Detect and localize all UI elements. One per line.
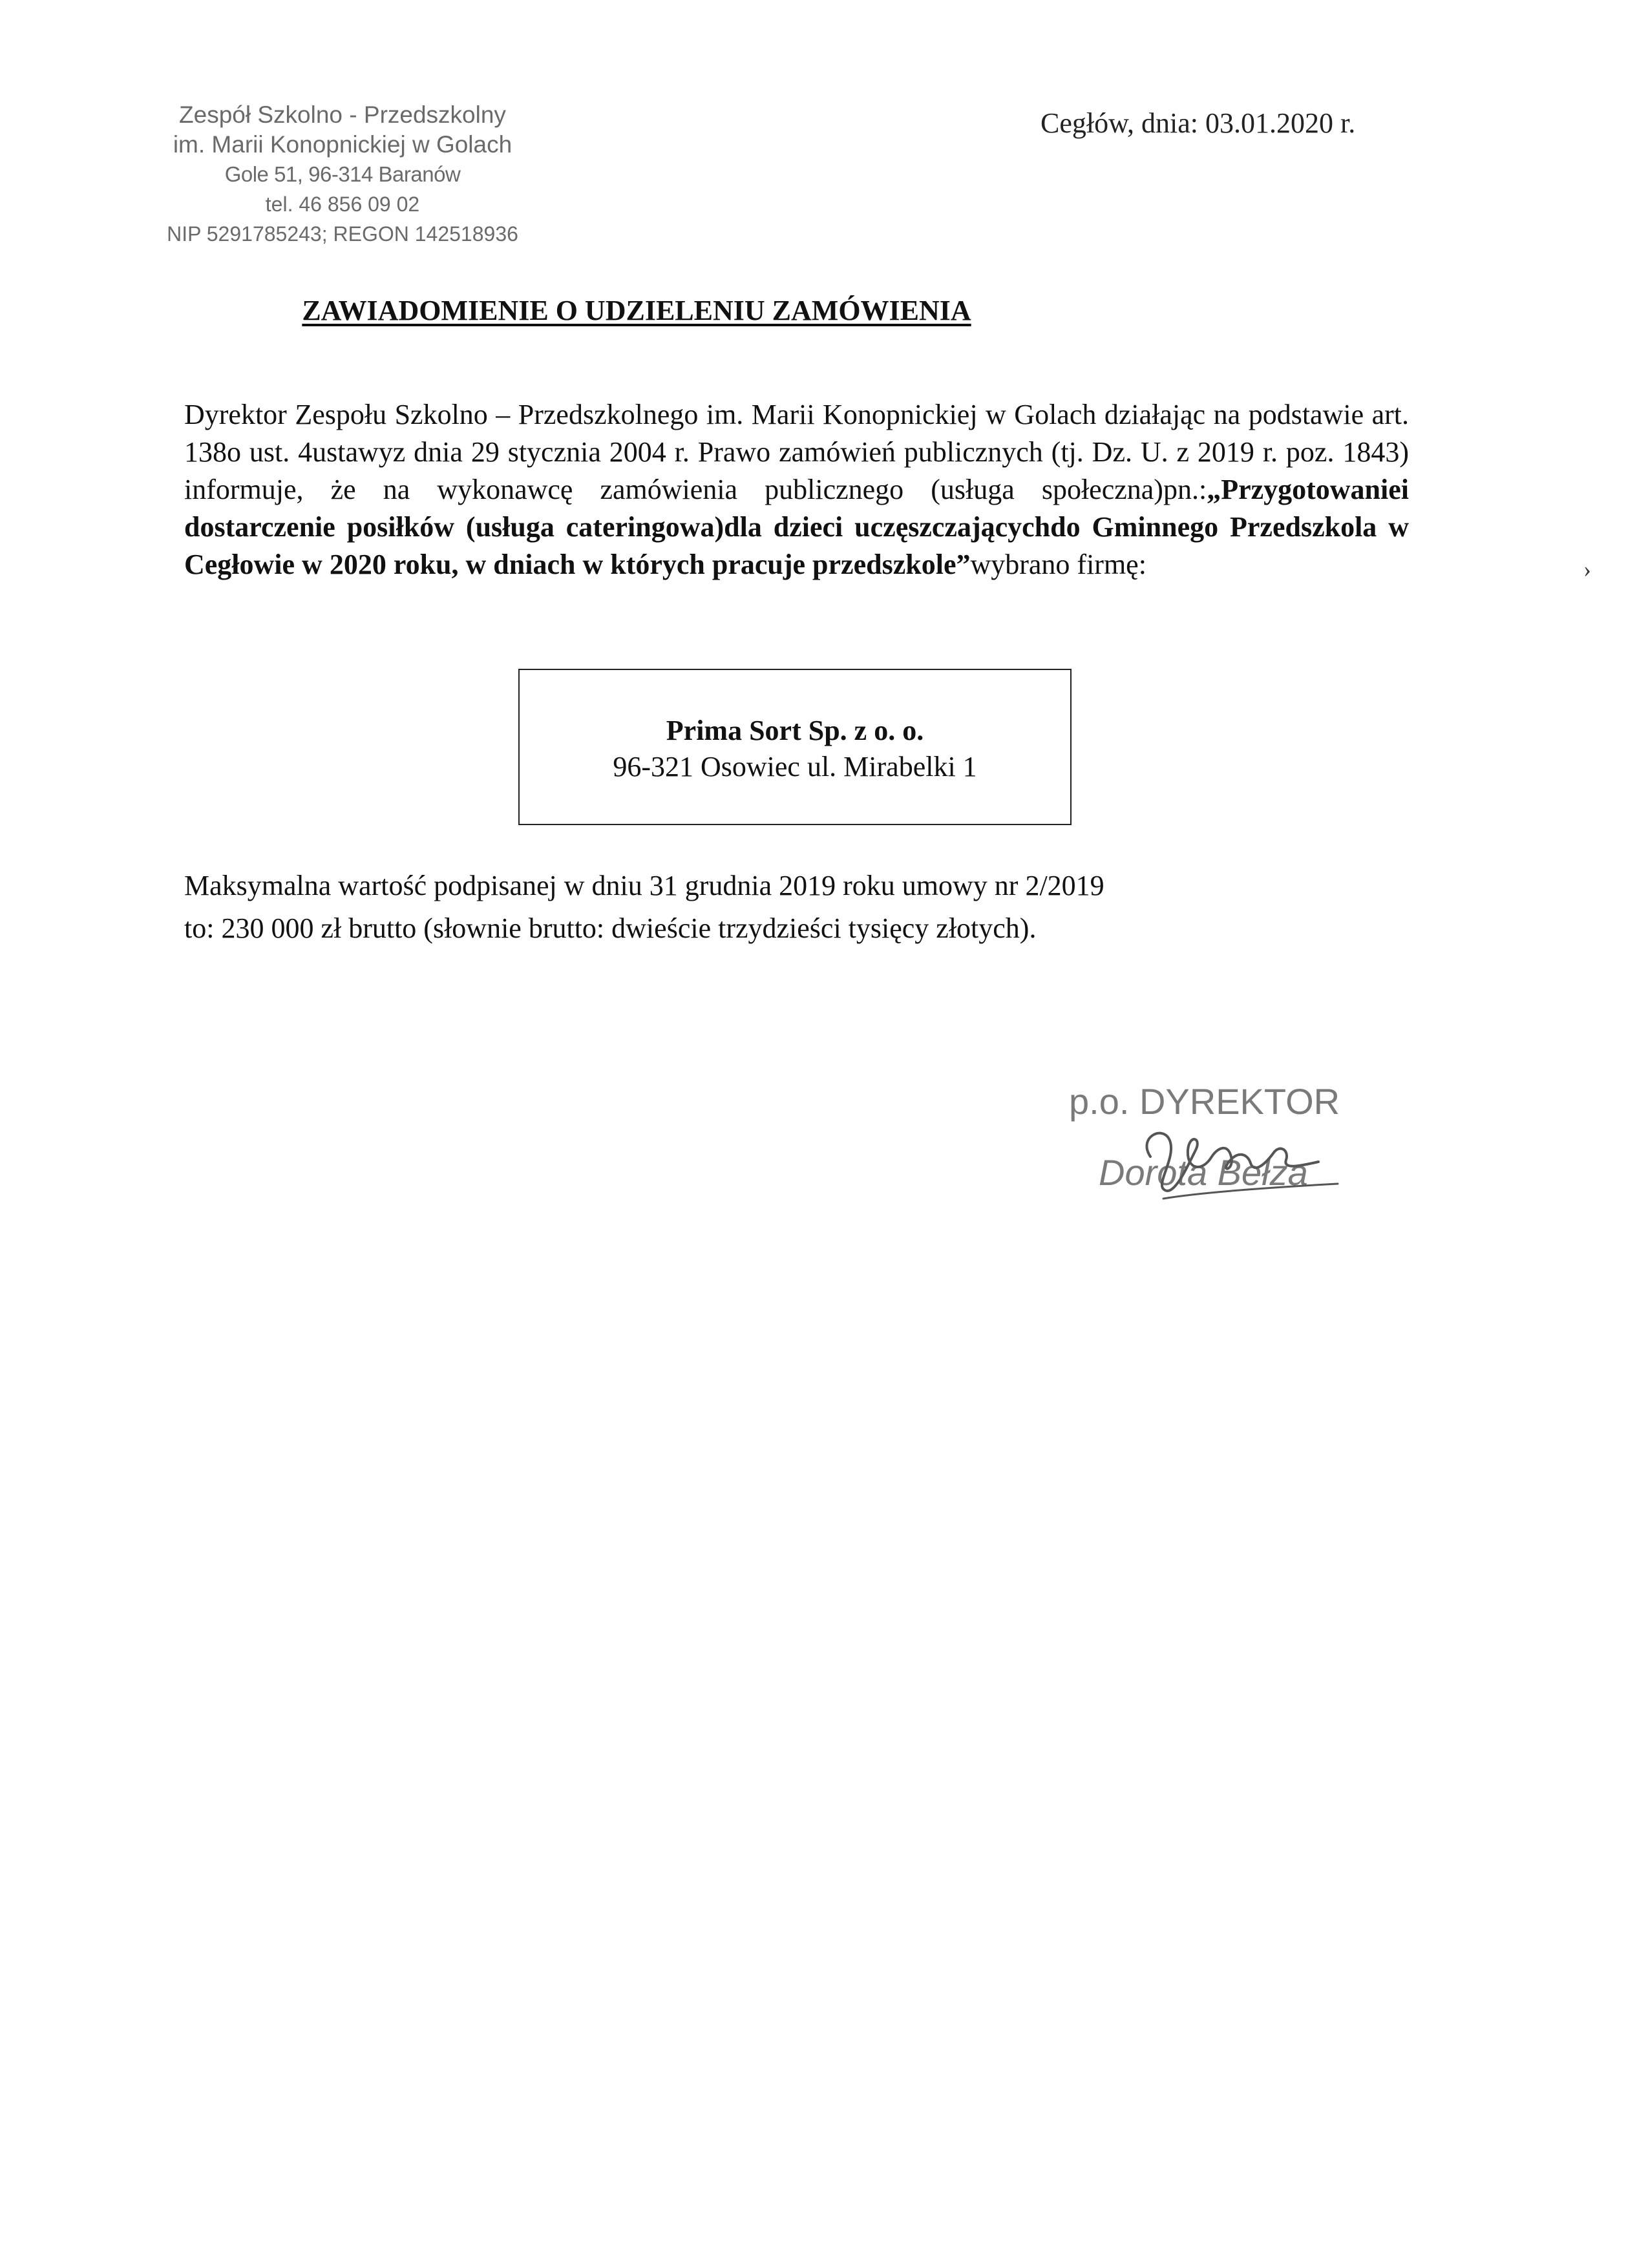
stamp-line-ids: NIP 5291785243; REGON 142518936 (167, 222, 518, 246)
margin-mark-icon: › (1583, 556, 1591, 582)
stamp-line-patron: im. Marii Konopnickiej w Golach (173, 131, 512, 158)
winner-box (518, 669, 1072, 825)
contract-name: „Przygotowaniei dostarczenie posiłków (usługa cateringowa)dla dzieci uczęszczającychdo Gminnego Przedszkola w Cegłowie w 2020 roku, w dniach w których pracuje przedszkole” (184, 474, 1409, 580)
winner-address: 96-321 Osowiec ul. Mirabelki 1 (613, 751, 977, 782)
main-paragraph (184, 396, 1409, 583)
school-stamp (126, 100, 559, 249)
document-title: ZAWIADOMIENIE O UDZIELENIU ZAMÓWIENIA (302, 295, 971, 326)
stamp-line-address: Gole 51, 96-314 Baranów (224, 162, 461, 186)
winner-name: Prima Sort Sp. z o. o. (666, 715, 924, 746)
value-line-1: Maksymalna wartość podpisanej w dniu 31 grudnia 2019 roku umowy nr 2/2019 (184, 870, 1104, 901)
outro-text: wybrano firmę: (970, 549, 1146, 580)
signature-role: p.o. DYREKTOR (1069, 1081, 1340, 1122)
stamp-line-name: Zespół Szkolno - Przedszkolny (179, 101, 506, 128)
signature-person: Dorota Bełza (1099, 1152, 1308, 1193)
handwritten-signature (1125, 1111, 1357, 1215)
value-line-2: to: 230 000 zł brutto (słownie brutto: dwieście trzydzieści tysięcy złotych). (184, 912, 1037, 944)
stamp-line-phone: tel. 46 856 09 02 (265, 193, 420, 216)
intro-text: Dyrektor Zespołu Szkolno – Przedszkolnego im. Marii Konopnickiej w Golach działając na podstawie art. 138o ust. 4ustawyz dnia 29 stycznia 2004 r. Prawo zamówień publicznych (tj. Dz. U. z 2019 r. poz. 1843) informuje, że na wykonawcę zamówienia publicznego (usługa społeczna)pn.: (184, 399, 1409, 505)
contract-value (184, 865, 1412, 950)
document-date: Cegłów, dnia: 03.01.2020 r. (1041, 107, 1356, 139)
